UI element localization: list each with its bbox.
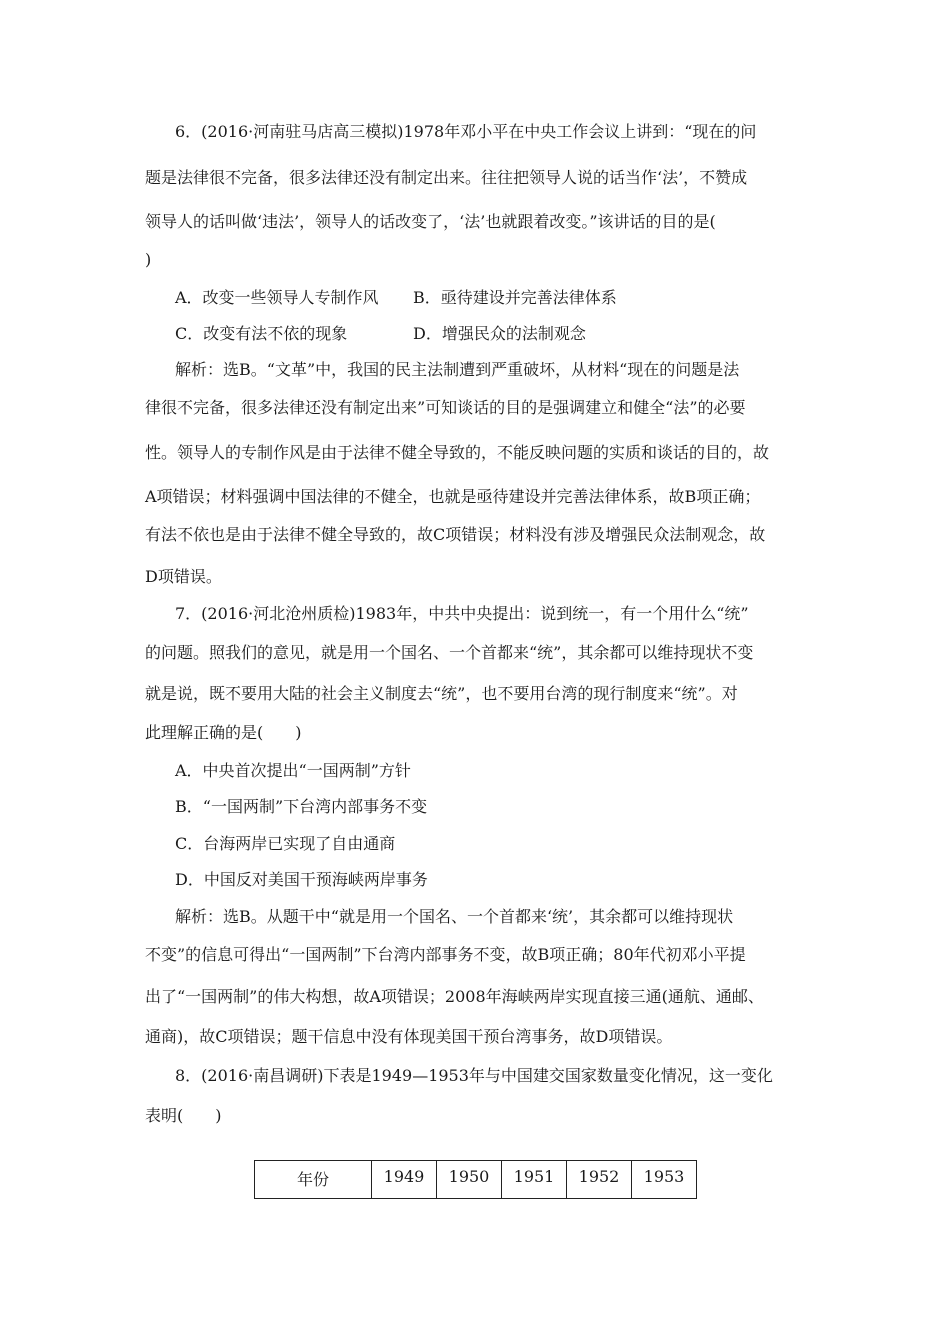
q7-stem-line-1: 7．(2016·河北沧州质检)1983年，中共中央提出：说到统一，有一个用什么“统”	[175, 604, 749, 623]
q7-stem-line-3: 就是说，既不要用大陆的社会主义制度去“统”，也不要用台湾的现行制度来“统”。对	[145, 684, 738, 703]
q6-analysis-line-2: 律很不完备，很多法律还没有制定出来”可知谈话的目的是强调建立和健全“法”的必要	[145, 398, 746, 417]
q7-option-d: D．中国反对美国干预海峡两岸事务	[175, 870, 428, 889]
q6-option-b: B．亟待建设并完善法律体系	[413, 288, 617, 307]
q6-analysis-line-5: 有法不依也是由于法律不健全导致的，故C项错误；材料没有涉及增强民众法制观念，故	[145, 525, 766, 544]
q6-analysis-line-4: A项错误；材料强调中国法律的不健全，也就是亟待建设并完善法律体系，故B项正确；	[145, 487, 761, 506]
table-year-cell: 1951	[502, 1161, 567, 1199]
q7-option-c: C．台海两岸已实现了自由通商	[175, 834, 396, 853]
q6-stem-line-2: 题是法律很不完备，很多法律还没有制定出来。往往把领导人说的话当作‘法’，不赞成	[145, 168, 748, 187]
q7-analysis-line-2: 不变”的信息可得出“一国两制”下台湾内部事务不变，故B项正确；80年代初邓小平提	[145, 945, 746, 964]
q7-stem-line-2: 的问题。照我们的意见，就是用一个国名、一个首都来“统”，其余都可以维持现状不变	[145, 643, 754, 662]
q7-option-a: A．中央首次提出“一国两制”方针	[175, 761, 411, 780]
q6-stem-line-1: 6．(2016·河南驻马店高三模拟)1978年邓小平在中央工作会议上讲到：“现在的问	[175, 122, 757, 141]
q6-option-d: D．增强民众的法制观念	[413, 324, 586, 343]
q8-stem-line-2: 表明( )	[145, 1106, 222, 1125]
table-year-cell: 1952	[567, 1161, 632, 1199]
q6-option-a: A．改变一些领导人专制作风	[175, 288, 379, 307]
q6-analysis-line-3: 性。领导人的专制作风是由于法律不健全导致的，不能反映问题的实质和谈话的目的，故	[145, 443, 770, 462]
q7-analysis-line-3: 出了“一国两制”的伟大构想，故A项错误；2008年海峡两岸实现直接三通(通航、通邮、	[145, 987, 764, 1006]
table-year-cell: 1953	[632, 1161, 697, 1199]
table-header-cell: 年份	[255, 1161, 372, 1199]
table-year-cell: 1950	[437, 1161, 502, 1199]
table-year-cell: 1949	[372, 1161, 437, 1199]
q6-analysis-line-1: 解析：选B。“文革”中，我国的民主法制遭到严重破坏，从材料“现在的问题是法	[175, 360, 740, 379]
q7-option-b: B．“一国两制”下台湾内部事务不变	[175, 797, 428, 816]
table-row	[255, 1161, 697, 1199]
q7-analysis-line-1: 解析：选B。从题干中“就是用一个国名、一个首都来‘统’，其余都可以维持现状	[175, 907, 734, 926]
q6-option-c: C．改变有法不依的现象	[175, 324, 348, 343]
q6-stem-line-4: )	[145, 250, 152, 269]
diplomatic-relations-table	[254, 1160, 697, 1199]
q8-stem-line-1: 8．(2016·南昌调研)下表是1949—1953年与中国建交国家数量变化情况，这一变化	[175, 1066, 773, 1085]
q7-stem-line-4: 此理解正确的是( )	[145, 723, 302, 742]
q7-analysis-line-4: 通商)，故C项错误；题干信息中没有体现美国干预台湾事务，故D项错误。	[145, 1027, 673, 1046]
q6-stem-line-3: 领导人的话叫做‘违法’，领导人的话改变了，‘法’也就跟着改变。”该讲话的目的是(	[145, 212, 716, 231]
q6-analysis-line-6: D项错误。	[145, 567, 222, 586]
